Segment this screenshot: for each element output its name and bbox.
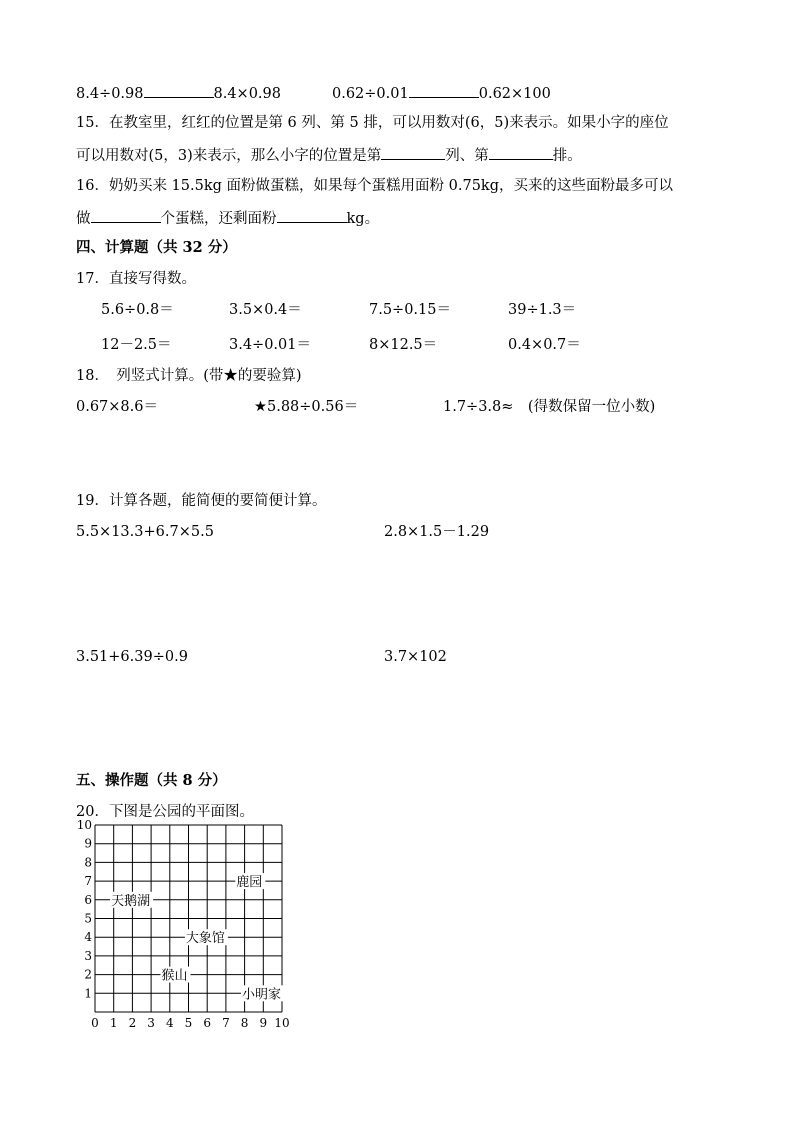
q17-item: 3.4÷0.01＝ — [229, 337, 311, 353]
place-label: 天鹅湖 — [111, 893, 151, 909]
q17-title: 17．直接写得数。 — [76, 271, 196, 287]
y-tick-label: 3 — [84, 948, 92, 963]
x-tick-label: 1 — [109, 1016, 118, 1030]
q17-item: 8×12.5＝ — [369, 337, 438, 353]
x-tick-label: 6 — [203, 1016, 212, 1030]
place-label: 小明家 — [241, 987, 281, 1003]
y-tick-label: 2 — [84, 967, 92, 982]
compare-row-b — [332, 83, 551, 103]
y-tick-label: 4 — [84, 930, 92, 945]
q18-item: 1.7÷3.8≈ (得数保留一位小数) — [443, 399, 656, 415]
place-label: 鹿园 — [236, 875, 263, 891]
q17-item: 7.5÷0.15＝ — [369, 302, 451, 318]
q18-item: 0.67×8.6＝ — [76, 399, 158, 415]
y-tick-label: 9 — [84, 836, 92, 851]
q20-title: 20．下图是公园的平面图。 — [76, 804, 254, 820]
q16-text-mid: 个蛋糕，还剩面粉 — [160, 211, 277, 227]
q15-line1: 15．在教室里，红红的位置是第 6 列、第 5 排，可以用数对(6，5)来表示。如果小字的座位 — [76, 115, 669, 131]
q19-item: 5.5×13.3+6.7×5.5 — [76, 524, 214, 540]
q17-item: 5.6÷0.8＝ — [101, 302, 174, 318]
x-tick-label: 3 — [147, 1016, 155, 1030]
park-grid-map — [70, 818, 300, 1035]
y-tick-label: 6 — [84, 892, 92, 907]
x-tick-label: 9 — [259, 1016, 268, 1030]
compare-a-right: 8.4×0.98 — [213, 86, 281, 102]
q16-text-pre: 做 — [76, 211, 91, 227]
compare-a-left: 8.4÷0.98 — [76, 86, 144, 102]
y-tick-label: 1 — [84, 986, 92, 1001]
q19-item: 2.8×1.5－1.29 — [384, 524, 490, 540]
x-tick-label: 7 — [222, 1016, 230, 1030]
compare-b-right: 0.62×100 — [478, 86, 551, 102]
q17-item: 12－2.5＝ — [101, 337, 172, 353]
q16-text-post: kg。 — [346, 211, 380, 227]
q16-line2 — [76, 208, 379, 228]
y-tick-label: 5 — [84, 911, 92, 926]
x-tick-label: 4 — [165, 1016, 174, 1030]
q15-text-post: 排。 — [552, 148, 582, 164]
q15-text-pre: 可以用数对(5，3)来表示，那么小字的位置是第 — [76, 148, 382, 164]
compare-a-blank[interactable] — [144, 83, 214, 98]
compare-b-blank[interactable] — [409, 83, 479, 98]
section4-title: 四、计算题（共 32 分） — [76, 239, 237, 256]
y-tick-label: 8 — [84, 855, 92, 870]
q16-blank-flour[interactable] — [277, 208, 347, 223]
x-tick-label: 10 — [274, 1016, 290, 1030]
q15-blank-column[interactable] — [381, 145, 445, 160]
y-tick-label: 10 — [76, 818, 92, 832]
q16-line1: 16．奶奶买来 15.5kg 面粉做蛋糕，如果每个蛋糕用面粉 0.75kg，买来的这些面粉最多可以 — [76, 178, 673, 194]
q18-item: ★5.88÷0.56＝ — [254, 399, 359, 415]
x-tick-label: 2 — [128, 1016, 137, 1030]
place-label: 大象馆 — [185, 931, 225, 947]
q16-blank-cakes[interactable] — [91, 208, 161, 223]
q19-item: 3.51+6.39÷0.9 — [76, 649, 188, 665]
q15-blank-row[interactable] — [489, 145, 553, 160]
y-tick-label: 7 — [84, 874, 92, 889]
x-tick-label: 0 — [91, 1016, 99, 1030]
x-tick-label: 5 — [184, 1016, 193, 1030]
section5-title: 五、操作题（共 8 分） — [76, 772, 227, 789]
q19-title: 19．计算各题，能简便的要简便计算。 — [76, 493, 327, 509]
q15-line2 — [76, 145, 582, 165]
q19-item: 3.7×102 — [384, 649, 447, 665]
compare-b-left: 0.62÷0.01 — [332, 86, 409, 102]
x-tick-label: 8 — [240, 1016, 249, 1030]
q15-text-mid: 列、第 — [445, 148, 489, 164]
q17-item: 39÷1.3＝ — [508, 302, 577, 318]
q17-item: 3.5×0.4＝ — [229, 302, 302, 318]
place-label: 猴山 — [161, 968, 188, 984]
q17-item: 0.4×0.7＝ — [508, 337, 581, 353]
q18-title: 18． 列竖式计算。(带★的要验算) — [76, 368, 302, 384]
compare-row — [76, 83, 281, 103]
